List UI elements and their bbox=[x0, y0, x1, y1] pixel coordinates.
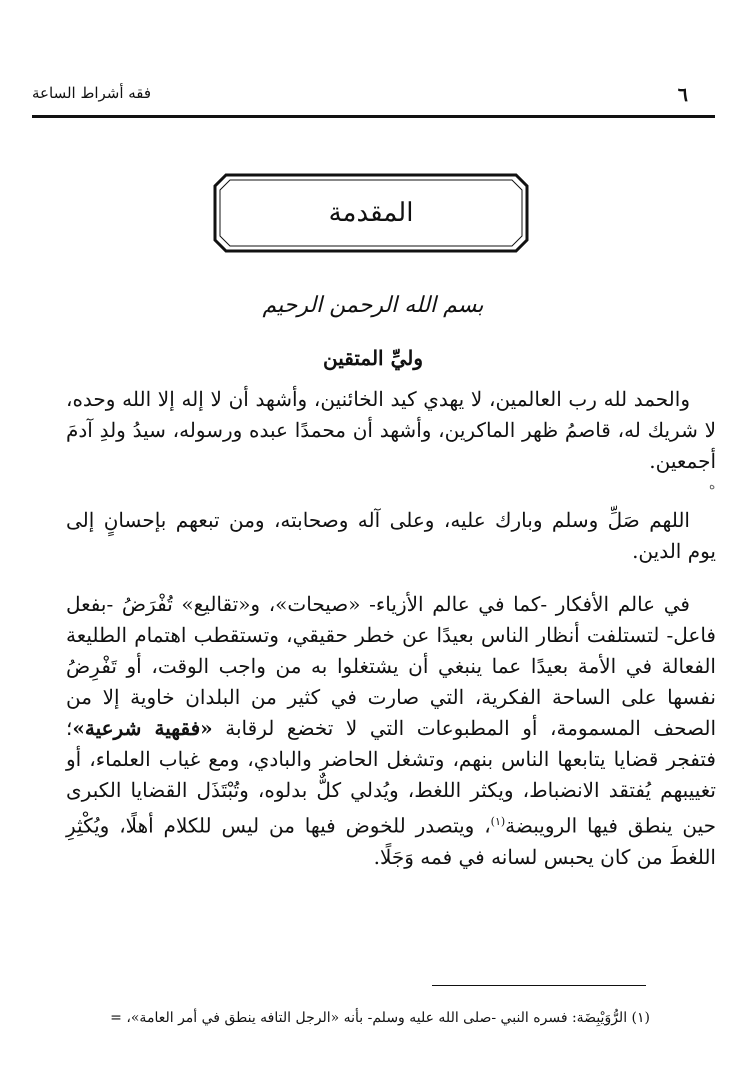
paragraph-main bbox=[66, 589, 716, 873]
margin-mark: ه bbox=[709, 478, 716, 492]
section-title: المقدمة bbox=[328, 198, 414, 228]
footnote: (١) الرُّوَيْبِضَة: فسره النبي -صلى الله عليه وسلم- بأنه «الرجل التافه ينطق في أمر العامة»، = bbox=[110, 1010, 650, 1026]
paragraph-main-part-a: في عالم الأفكار -كما في عالم الأزياء- «صيحات»، و«تقاليع» تُفْرَضُ -بفعل فاعل- لتستلفت أنظار الناس بعيدًا عن خطر حقيقي، وتستقطب اهتمام الطليعة الفعالة في الأمة بعيدًا عما ينبغي أن يشتغلوا به من واجب الوقت، أو تَفْرِضُ نفسها على الساحة الفكرية، التي صارت في كثير من البلدان خاوية إلا من الصحف المسمومة، أو المطبوعات التي لا تخضع لرقابة bbox=[66, 592, 717, 740]
opening-tail: وليِّ المتقين bbox=[322, 346, 423, 370]
paragraph-main-part-c: ، ويتصدر للخوض فيها من ليس للكلام أهلًا، ويُكْثِرِ اللغطَ من كان يحبس لسانه في فمه وَجَلًا. bbox=[66, 813, 716, 869]
running-header-book-title: فقه أشراط الساعة bbox=[32, 84, 152, 102]
paragraph-salutation-text: اللهم صَلِّ وسلم وبارك عليه، وعلى آله وصحابته، ومن تبعهم بإحسانٍ إلى يوم الدين. bbox=[66, 508, 716, 563]
paragraph-praise bbox=[66, 384, 716, 477]
header-rule bbox=[32, 115, 715, 118]
footnote-rule bbox=[432, 985, 646, 986]
bold-term: «فقهية شرعية» bbox=[72, 716, 213, 740]
paragraph-salutation bbox=[66, 505, 716, 567]
footnote-reference[interactable]: (١) bbox=[490, 815, 506, 828]
basmala-calligraphy: بسم الله الرحمن الرحيم bbox=[262, 293, 484, 318]
paragraph-praise-text: والحمد لله رب العالمين، لا يهدي كيد الخائنين، وأشهد أن لا إله إلا الله وحده، لا شريك له، قاصمُ ظهر الماكرين، وأشهد أن محمدًا عبده ورسوله، سيدُ ولدِ آدمَ أجمعين. bbox=[66, 387, 716, 473]
page-number: ٦ bbox=[677, 84, 688, 106]
paragraph-main-part-b: ؛ فتفجر قضايا يتابعها الناس بنهم، وتشغل الحاضر والبادي، ومع غياب العلماء، أو تغييبهم يُفتقد الانضباط، ويكثر اللغط، ويُدلي كلٌّ بدلوه، وتُبْتَذَل القضايا الكبرى حين ينطق فيها الرويبضة bbox=[66, 716, 716, 838]
